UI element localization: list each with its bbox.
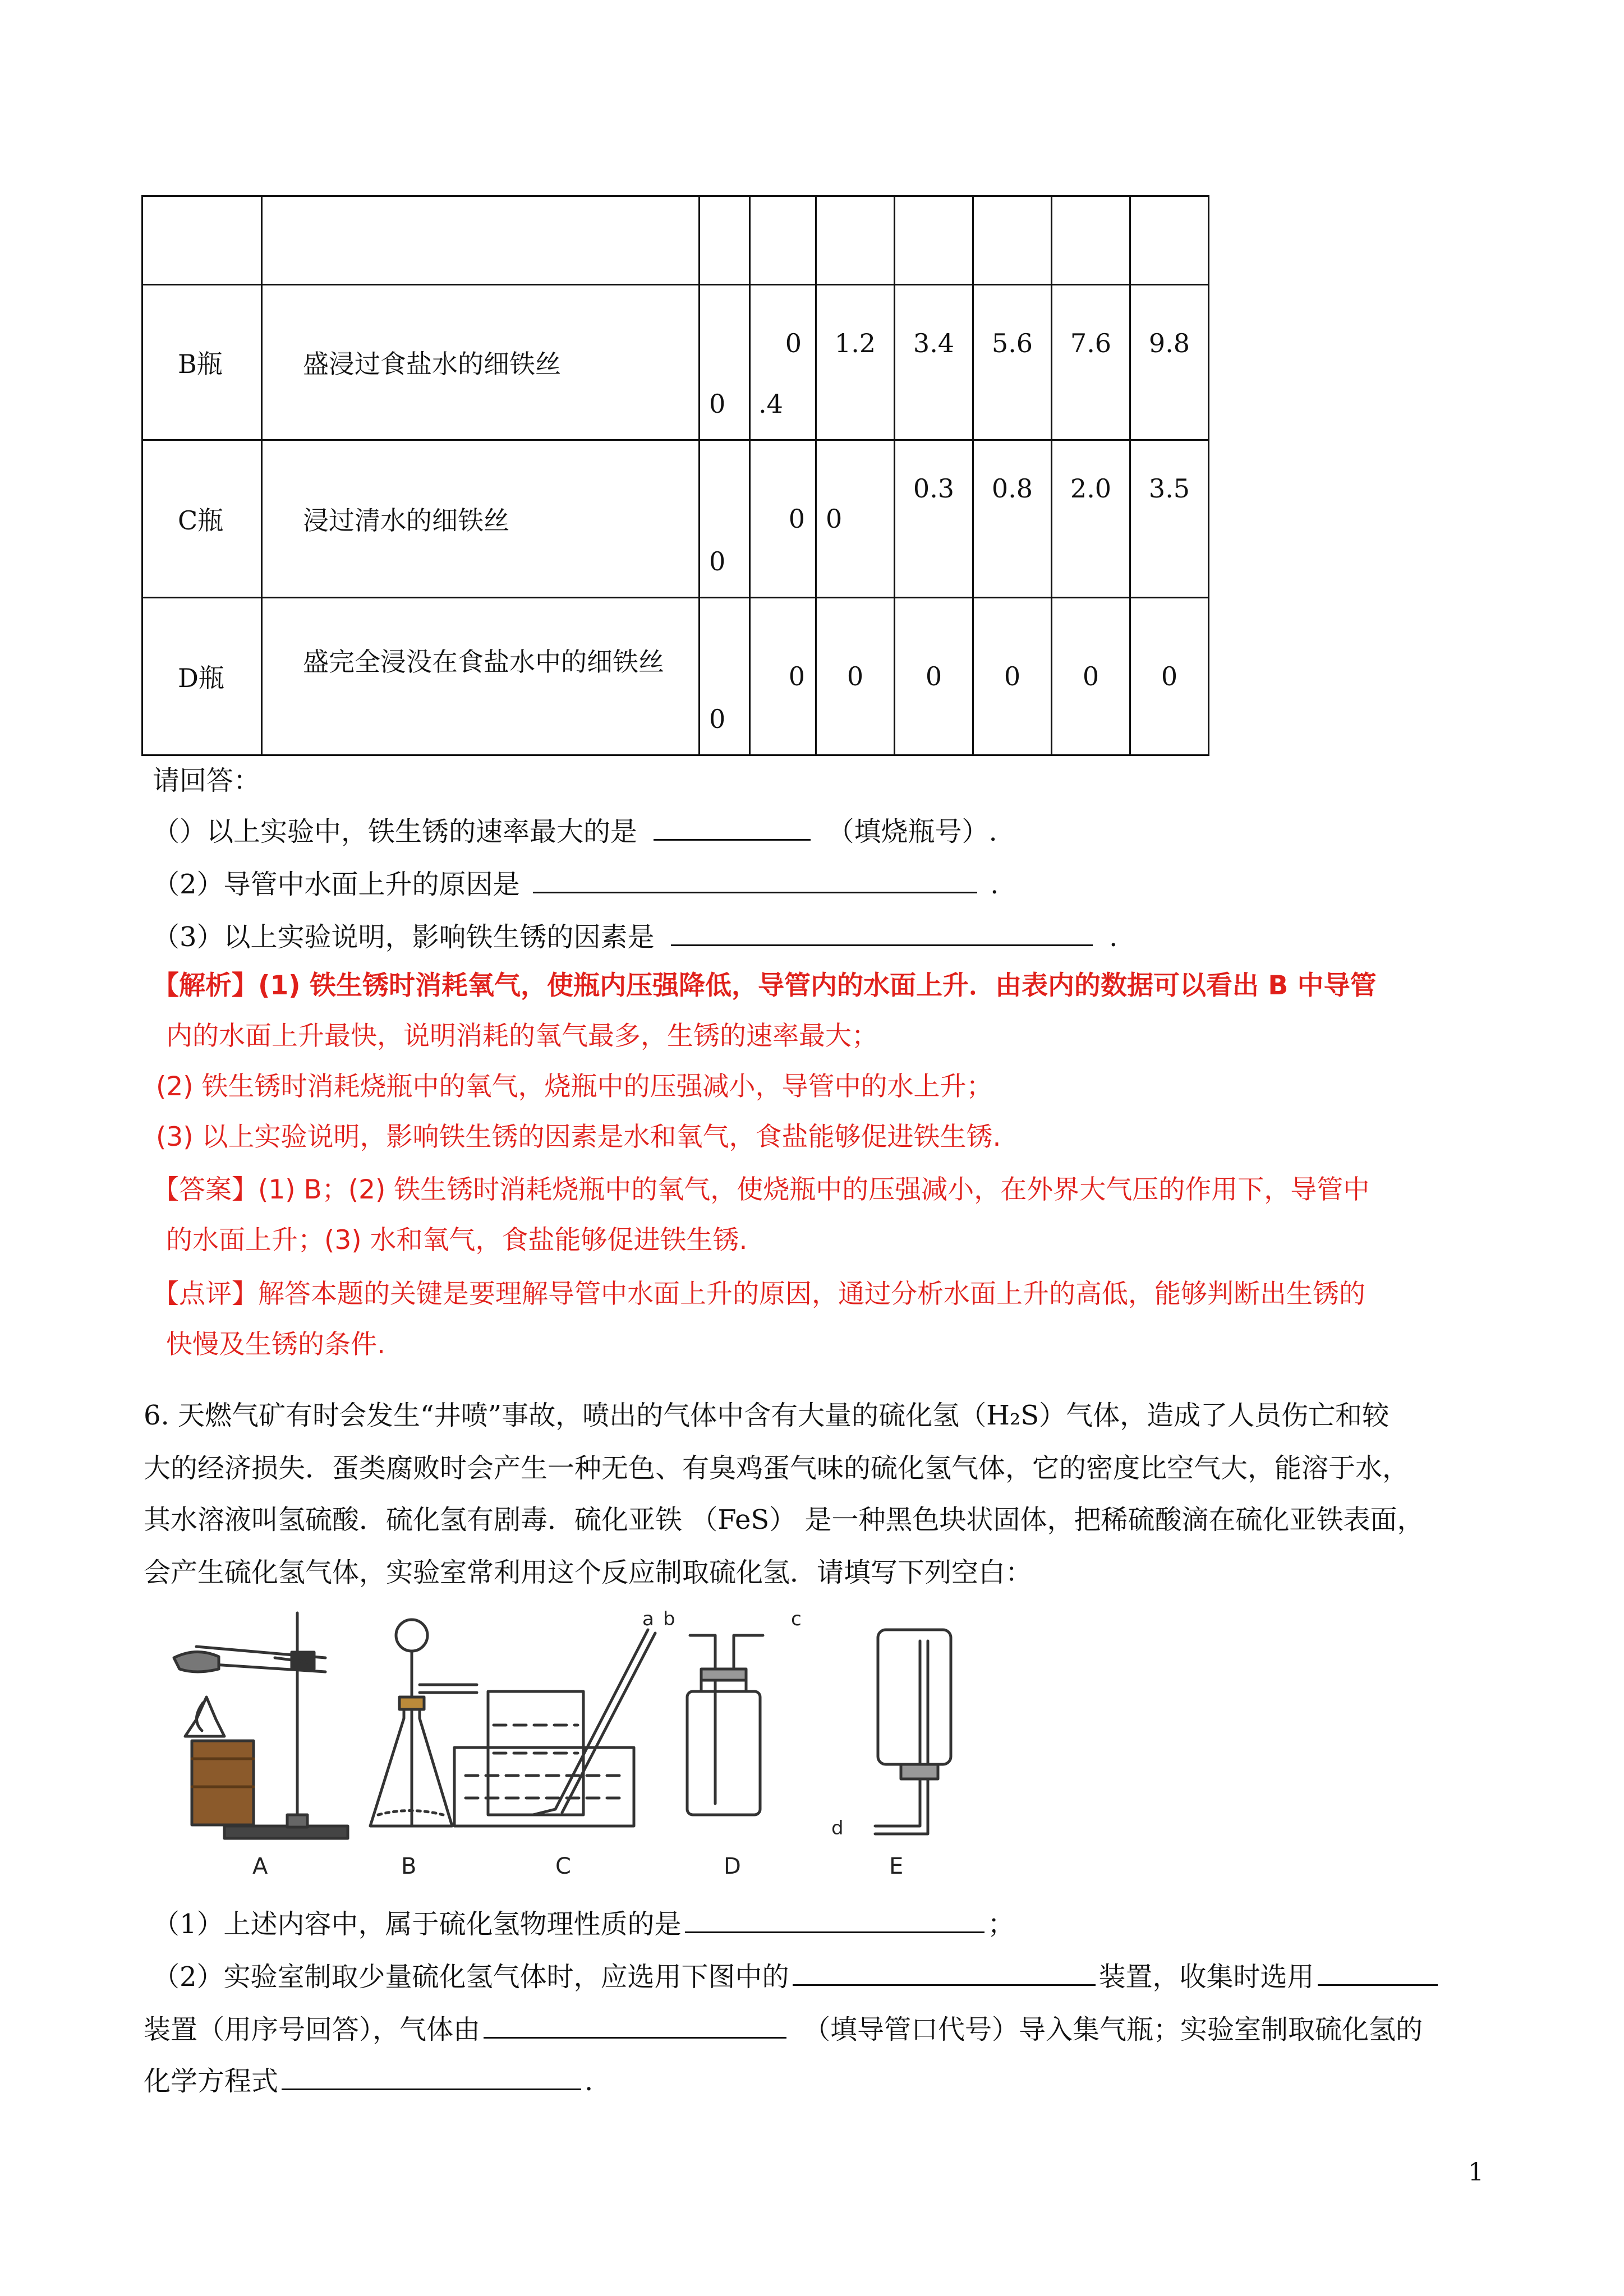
table-cell	[142, 598, 262, 755]
question-text: （）以上实验中，铁生锈的速率最大的是	[153, 816, 638, 847]
table-cell	[262, 598, 700, 755]
answer-blank[interactable]	[793, 1960, 1096, 1986]
table-cell	[262, 285, 700, 440]
answer-blank[interactable]	[282, 2064, 581, 2090]
table-cell	[1052, 440, 1130, 598]
apparatus-b-icon	[370, 1620, 477, 1826]
value-cell: 5.6	[991, 328, 1033, 358]
port-label: c	[791, 1608, 802, 1630]
table-cell	[816, 598, 895, 755]
value-cell: 2.0	[1070, 473, 1112, 504]
question-text: 装置（用序号回答），气体由	[144, 2014, 481, 2045]
table-cell	[1130, 196, 1209, 285]
row-description: 盛浸过食盐水的细铁丝	[303, 349, 561, 379]
table-cell	[1130, 598, 1209, 755]
table-cell	[750, 285, 816, 440]
question-text: （2）导管中水面上升的原因是	[153, 869, 520, 900]
value-cell: 7.6	[1070, 328, 1112, 358]
figure-label: A	[252, 1854, 268, 1879]
table-cell	[1052, 285, 1130, 440]
table-cell	[262, 440, 700, 598]
question-5-1	[153, 814, 997, 849]
question-6-2-cont	[144, 2012, 1423, 2046]
analysis-line: 【解析】(1) 铁生锈时消耗氧气，使瓶内压强降低，导管内的水面上升．由表内的数据可以看出 B 中导管	[153, 970, 1377, 1001]
value-cell: 0	[925, 661, 942, 691]
value-cell: 0	[788, 504, 805, 534]
value-cell: 3.4	[913, 328, 955, 358]
value-cell: 0	[785, 328, 802, 358]
figure-label: E	[889, 1854, 904, 1879]
question-text: ；	[987, 1908, 1015, 1940]
row-description	[275, 631, 693, 693]
port-label: a	[642, 1608, 654, 1630]
analysis-line: (3) 以上实验说明，影响铁生锈的因素是水和氧气，食盐能够促进铁生锈.	[156, 1122, 1001, 1152]
question-text: 化学方程式	[144, 2066, 279, 2097]
port-label: d	[831, 1817, 844, 1839]
rust-data-table	[141, 195, 1209, 756]
answer-line: 的水面上升；(3) 水和氧气，食盐能够促进铁生锈.	[166, 1225, 748, 1256]
answer-blank[interactable]	[685, 1907, 984, 1933]
table-cell	[973, 440, 1052, 598]
table-cell	[895, 285, 973, 440]
question-6-text: 大的经济损失．蛋类腐败时会产生一种无色、有臭鸡蛋气味的硫化氢气体，它的密度比空气大，能溶于水，	[144, 1453, 1410, 1484]
value-cell: 0	[1004, 661, 1021, 691]
value-cell: 0	[826, 504, 843, 534]
table-cell	[816, 285, 895, 440]
table-cell	[750, 440, 816, 598]
question-text: （填导管口代号）导入集气瓶；实验室制取硫化氢的	[803, 2014, 1423, 2045]
table-cell	[262, 196, 700, 285]
value-cell: 0	[846, 661, 864, 691]
apparatus-figure	[140, 1590, 1015, 1888]
question-5-3	[153, 920, 1117, 954]
row-description-text: 盛完全浸没在食盐水中的细铁丝	[303, 647, 664, 677]
table-cell	[750, 598, 816, 755]
analysis-line: (2) 铁生锈时消耗烧瓶中的氧气，烧瓶中的压强减小，导管中的水上升；	[156, 1071, 993, 1102]
value-cell: 0	[709, 704, 726, 734]
row-label: D瓶	[178, 663, 224, 693]
table-cell	[816, 196, 895, 285]
row-label: B瓶	[178, 349, 223, 379]
port-label: b	[663, 1608, 675, 1630]
apparatus-c-icon	[454, 1630, 655, 1826]
table-cell	[1130, 285, 1209, 440]
table-cell	[700, 196, 750, 285]
row-description: 浸过清水的细铁丝	[303, 505, 509, 536]
answer-blank[interactable]	[671, 920, 1093, 946]
question-text: .	[585, 2066, 594, 2097]
question-6-text: 会产生硫化氢气体，实验室常利用这个反应制取硫化氢．请填写下列空白：	[144, 1557, 1033, 1588]
figure-label: C	[555, 1854, 571, 1879]
answer-blank[interactable]	[533, 867, 977, 893]
question-text: （填烧瓶号）.	[827, 816, 997, 847]
table-row	[142, 196, 1209, 285]
value-cell: 9.8	[1148, 328, 1190, 358]
table-row	[142, 440, 1209, 598]
question-5-2	[153, 867, 999, 901]
row-label: C瓶	[178, 505, 224, 536]
table-cell	[700, 598, 750, 755]
value-cell: 0	[788, 661, 805, 691]
value-cell: 0	[709, 546, 726, 577]
table-cell	[1052, 598, 1130, 755]
question-text: （2）实验室制取少量硫化氢气体时，应选用下图中的	[153, 1961, 789, 1993]
figure-label: B	[401, 1854, 417, 1879]
page-number: 1	[1468, 2158, 1484, 2187]
answer-blank[interactable]	[654, 814, 811, 841]
table-row	[142, 598, 1209, 755]
question-text: .	[1109, 921, 1118, 953]
value-cell: 0.8	[991, 473, 1033, 504]
value-cell: 0	[1161, 661, 1178, 691]
question-prompt: 请回答：	[153, 765, 261, 796]
table-cell	[973, 196, 1052, 285]
table-cell	[700, 440, 750, 598]
answer-blank[interactable]	[1318, 1960, 1438, 1986]
table-cell	[1130, 440, 1209, 598]
figure-label: D	[724, 1854, 741, 1879]
question-6-1	[153, 1907, 1015, 1941]
table-cell	[895, 598, 973, 755]
value-cell: 0.3	[913, 473, 955, 504]
table-row	[142, 285, 1209, 440]
comment-line: 快慢及生锈的条件.	[166, 1329, 385, 1360]
question-6-text: 6. 天燃气矿有时会发生“井喷”事故，喷出的气体中含有大量的硫化氢（H₂S）气体，造成了人员伤亡和较	[144, 1400, 1390, 1431]
comment-line: 【点评】解答本题的关键是要理解导管中水面上升的原因，通过分析水面上升的高低，能够判断出生锈的	[153, 1279, 1365, 1310]
value-cell: .4	[758, 389, 783, 419]
question-text: .	[990, 869, 999, 900]
apparatus-d-icon	[687, 1635, 763, 1815]
table-cell	[973, 598, 1052, 755]
question-text: （3）以上实验说明，影响铁生锈的因素是	[153, 921, 655, 953]
value-cell: 3.5	[1148, 473, 1190, 504]
question-6-text: 其水溶液叫氢硫酸．硫化氢有剧毒．硫化亚铁 （FeS） 是一种黑色块状固体，把稀硫酸滴在硫化亚铁表面，	[144, 1504, 1424, 1536]
question-text: （1）上述内容中，属于硫化氢物理性质的是	[153, 1908, 682, 1940]
analysis-line: 内的水面上升最快，说明消耗的氧气最多，生锈的速率最大；	[166, 1021, 878, 1052]
table-cell	[142, 440, 262, 598]
table-cell	[816, 440, 895, 598]
question-text: 装置，收集时选用	[1098, 1961, 1314, 1993]
table-cell	[895, 440, 973, 598]
table-cell	[750, 196, 816, 285]
value-cell: 1.2	[834, 328, 876, 358]
answer-line: 【答案】(1) B；(2) 铁生锈时消耗烧瓶中的氧气，使烧瓶中的压强减小，在外界大气压的作用下，导管中	[153, 1174, 1370, 1205]
table-cell	[700, 285, 750, 440]
apparatus-e-icon	[875, 1630, 951, 1834]
value-cell: 0	[709, 389, 726, 419]
value-cell: 0	[1082, 661, 1099, 691]
table-cell	[895, 196, 973, 285]
question-6-2-equation	[144, 2064, 593, 2098]
table-cell	[1052, 196, 1130, 285]
table-cell	[973, 285, 1052, 440]
apparatus-a-icon	[174, 1613, 348, 1838]
answer-blank[interactable]	[484, 2012, 786, 2039]
table-cell	[142, 285, 262, 440]
table-cell	[142, 196, 262, 285]
question-6-2	[153, 1960, 1441, 1994]
